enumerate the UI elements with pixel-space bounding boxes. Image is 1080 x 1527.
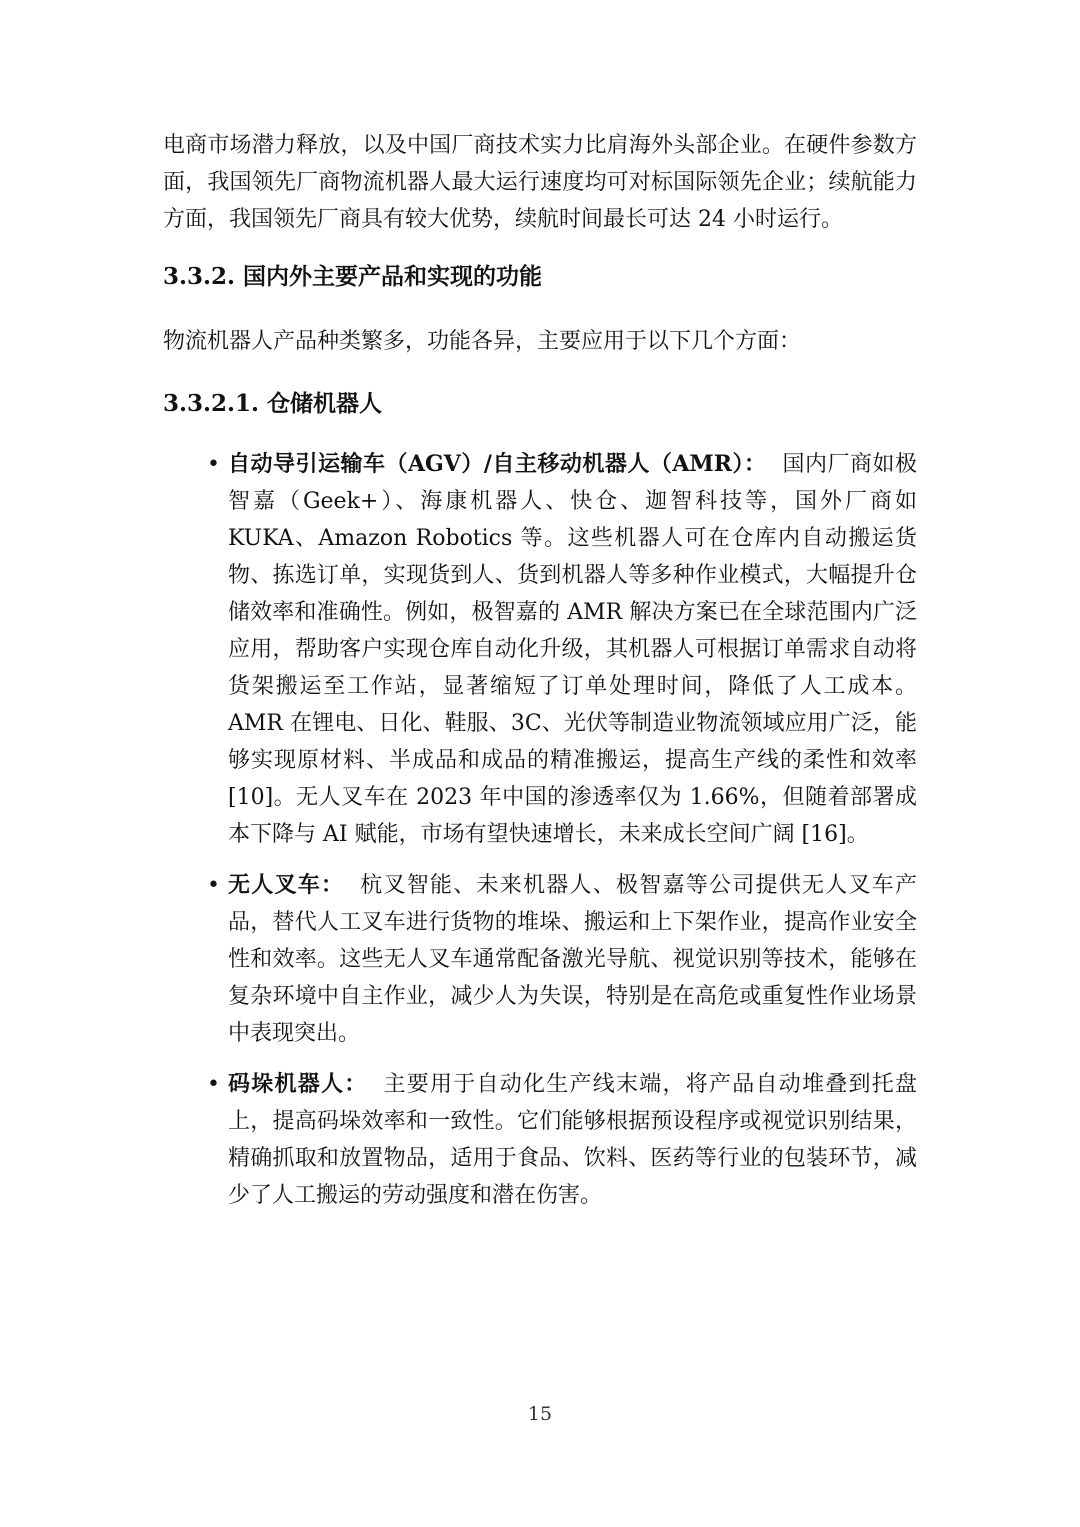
- intro-paragraph: 电商市场潜力释放，以及中国厂商技术实力比肩海外头部企业。在硬件参数方面，我国领先厂商物流机器人最大运行速度均可对标国际领先企业；续航能力方面，我国领先厂商具有较大优势，续航时间最长可达 24 小时运行。: [163, 133, 917, 232]
- bullet-list: [163, 446, 917, 1214]
- bullet-description: 国内厂商如极智嘉（Geek+）、海康机器人、快仓、迦智科技等，国外厂商如 KUKA、Amazon Robotics 等。这些机器人可在仓库内自动搬运货物、拣选订单，实现货到人、货到机器人等多种作业模式，大幅提升仓储效率和准确性。例如，极智嘉的 AMR 解决方案已在全球范围内广泛应用，帮助客户实现仓库自动化升级，其机器人可根据订单需求自动将货架搬运至工作站，显著缩短了订单处理时间，降低了人工成本。AMR 在锂电、日化、鞋服、3C、光伏等制造业物流领域应用广泛，能够实现原材料、半成品和成品的精准搬运，提高生产线的柔性和效率 [10]。无人叉车在 2023 年中国的渗透率仅为 1.66%，但随着部署成本下降与 AI 赋能，市场有望快速增长，未来成长空间广阔 [16]。: [228, 452, 917, 847]
- list-item: [163, 446, 917, 853]
- bullet-term: 无人叉车：: [228, 872, 345, 898]
- list-item: [163, 867, 917, 1052]
- section-intro: 物流机器人产品种类繁多，功能各异，主要应用于以下几个方面：: [163, 329, 802, 354]
- bullet-description: 主要用于自动化生产线末端，将产品自动堆叠到托盘上，提高码垛效率和一致性。它们能够根据预设程序或视觉识别结果，精确抓取和放置物品，适用于食品、饮料、医药等行业的包装环节，减少了人工搬运的劳动强度和潜在伤害。: [228, 1072, 917, 1208]
- list-item: [163, 1066, 917, 1214]
- subsection-heading: 3.3.2.1. 仓储机器人: [163, 390, 383, 417]
- bullet-icon: •: [207, 873, 220, 898]
- bullet-icon: •: [207, 452, 220, 477]
- page-number: 15: [527, 1403, 553, 1425]
- section-heading: 3.3.2. 国内外主要产品和实现的功能: [163, 263, 543, 290]
- bullet-term: 自动导引运输车（AGV）/自主移动机器人（AMR）：: [228, 451, 767, 477]
- bullet-term: 码垛机器人：: [228, 1071, 368, 1097]
- bullet-description: 杭叉智能、未来机器人、极智嘉等公司提供无人叉车产品，替代人工叉车进行货物的堆垛、搬运和上下架作业，提高作业安全性和效率。这些无人叉车通常配备激光导航、视觉识别等技术，能够在复杂环境中自主作业，减少人为失误，特别是在高危或重复性作业场景中表现突出。: [228, 873, 917, 1046]
- bullet-icon: •: [207, 1072, 220, 1097]
